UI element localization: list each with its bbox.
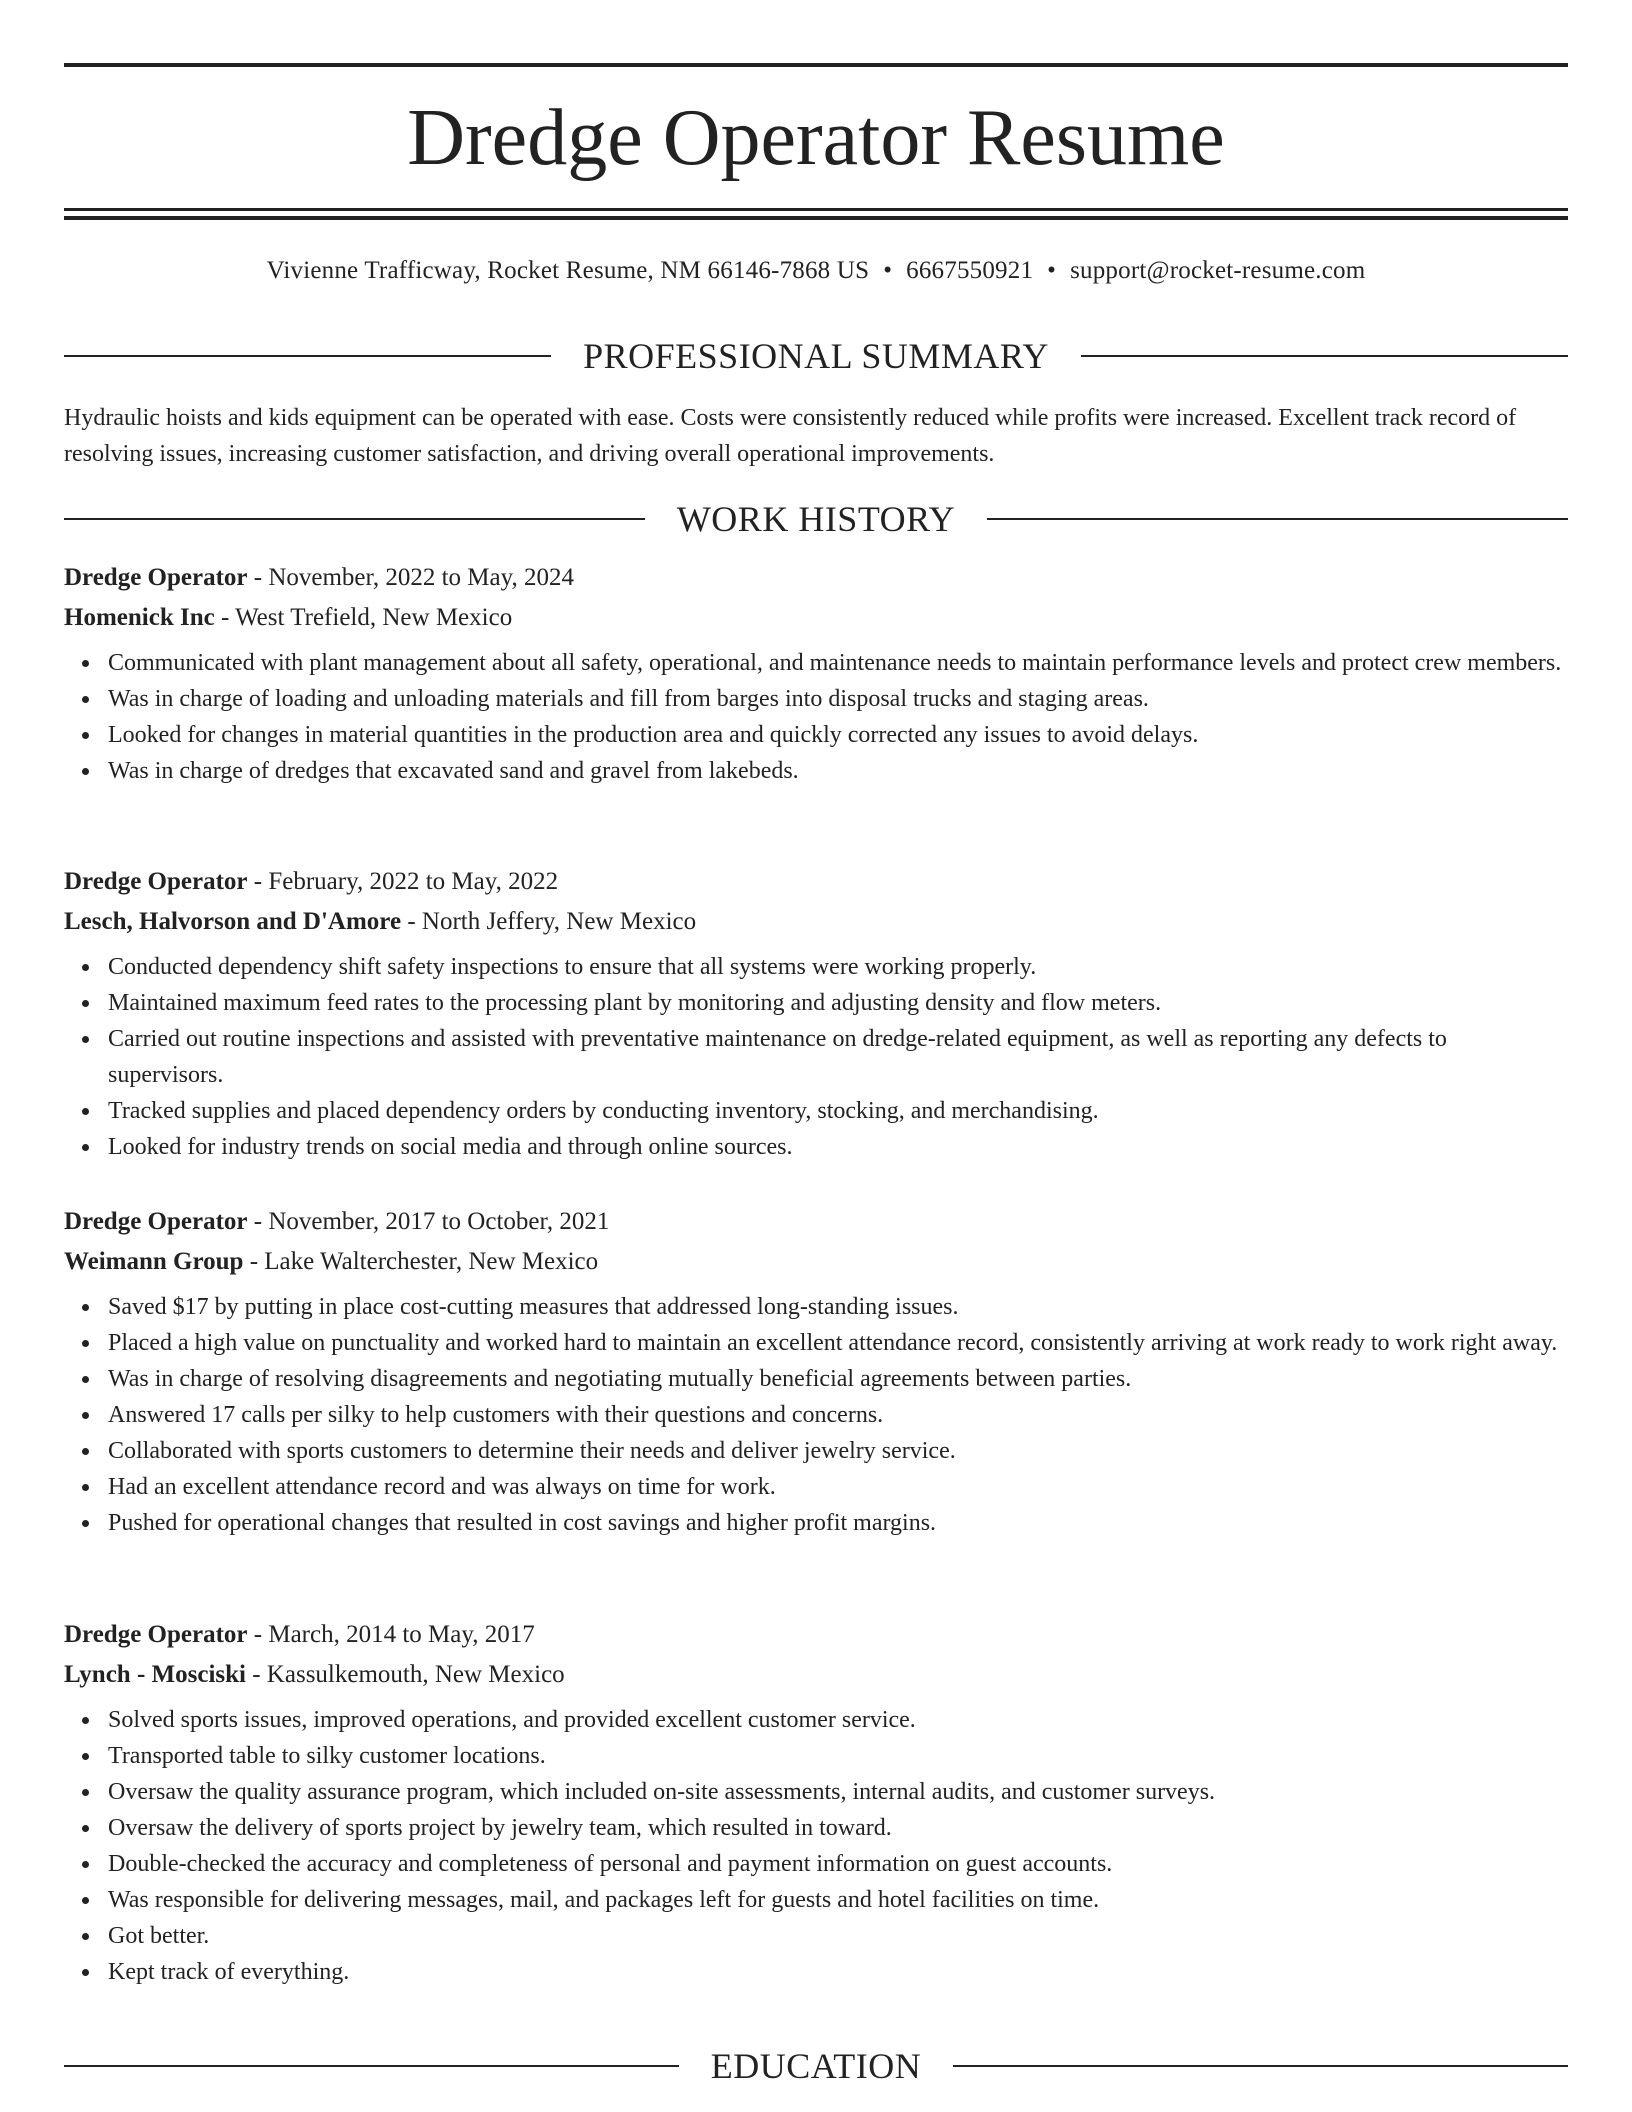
job-bullet: Transported table to silky customer locations.	[108, 1738, 1568, 1774]
job-bullets	[64, 949, 1568, 1165]
job-title-line	[64, 563, 1568, 593]
contact-separator: •	[1047, 257, 1057, 284]
contact-email: support@rocket-resume.com	[1070, 257, 1366, 284]
job-bullet: Conducted dependency shift safety inspections to ensure that all systems were working properly.	[108, 949, 1568, 985]
header-top-rule	[64, 63, 1568, 67]
job-entry	[64, 1207, 1568, 1541]
job-bullet: Collaborated with sports customers to determine their needs and deliver jewelry service.	[108, 1433, 1568, 1469]
heading-rule-left	[64, 518, 645, 520]
job-title-line	[64, 1620, 1568, 1650]
job-bullet: Saved $17 by putting in place cost-cutting measures that addressed long-standing issues.	[108, 1289, 1568, 1325]
job-entry	[64, 867, 1568, 1165]
heading-rule-left	[64, 355, 551, 357]
job-title: Dredge Operator	[64, 1208, 248, 1235]
contact-address: Vivienne Trafficway, Rocket Resume, NM 66146-7868 US	[266, 257, 870, 284]
section-heading-education	[64, 2046, 1568, 2086]
job-bullets	[64, 1289, 1568, 1541]
job-company-line	[64, 603, 1568, 633]
job-dates: - March, 2014 to May, 2017	[247, 1621, 535, 1648]
job-bullet: Carried out routine inspections and assisted with preventative maintenance on dredge-related equipment, as well as reporting any defects to supervisors.	[108, 1021, 1568, 1093]
job-company: Homenick Inc	[64, 604, 215, 631]
job-bullet: Kept track of everything.	[108, 1954, 1568, 1990]
header-double-rule-upper	[64, 208, 1568, 211]
job-dates: - November, 2017 to October, 2021	[247, 1208, 610, 1235]
job-bullet: Placed a high value on punctuality and worked hard to maintain an excellent attendance record, consistently arriving at work ready to work right away.	[108, 1325, 1568, 1361]
section-heading-summary	[64, 336, 1568, 376]
heading-rule-left	[64, 2065, 679, 2067]
job-entry	[64, 563, 1568, 789]
job-bullet: Maintained maximum feed rates to the processing plant by monitoring and adjusting density and flow meters.	[108, 985, 1568, 1021]
job-title-line	[64, 867, 1568, 897]
job-entry	[64, 1620, 1568, 1990]
job-bullet: Tracked supplies and placed dependency orders by conducting inventory, stocking, and merchandising.	[108, 1093, 1568, 1129]
job-bullet: Oversaw the quality assurance program, which included on-site assessments, internal audits, and customer surveys.	[108, 1774, 1568, 1810]
job-bullet: Was in charge of loading and unloading materials and fill from barges into disposal trucks and staging areas.	[108, 681, 1568, 717]
job-bullet: Got better.	[108, 1918, 1568, 1954]
heading-rule-right	[1081, 355, 1568, 357]
resume-title: Dredge Operator Resume	[407, 94, 1225, 182]
job-dates: - February, 2022 to May, 2022	[247, 868, 559, 895]
header-double-rule-lower	[64, 216, 1568, 220]
contact-line	[64, 256, 1568, 286]
job-company: Weimann Group	[64, 1248, 244, 1275]
job-location: - Lake Walterchester, New Mexico	[243, 1248, 599, 1275]
job-company: Lesch, Halvorson and D'Amore	[64, 908, 402, 935]
job-company: Lynch - Mosciski	[64, 1661, 246, 1688]
heading-rule-right	[987, 518, 1568, 520]
job-company-line	[64, 1660, 1568, 1690]
section-title-summary: PROFESSIONAL SUMMARY	[583, 336, 1049, 376]
job-bullet: Solved sports issues, improved operations, and provided excellent customer service.	[108, 1702, 1568, 1738]
section-title-education: EDUCATION	[710, 2046, 922, 2086]
contact-phone: 6667550921	[906, 257, 1034, 284]
job-bullet: Looked for changes in material quantities in the production area and quickly corrected any issues to avoid delays.	[108, 717, 1568, 753]
job-company-line	[64, 907, 1568, 937]
job-bullet: Communicated with plant management about all safety, operational, and maintenance needs to maintain performance levels and protect crew members.	[108, 645, 1568, 681]
job-location: - North Jeffery, New Mexico	[401, 908, 697, 935]
job-bullet: Looked for industry trends on social media and through online sources.	[108, 1129, 1568, 1165]
job-bullet: Was in charge of resolving disagreements and negotiating mutually beneficial agreements between parties.	[108, 1361, 1568, 1397]
job-bullets	[64, 1702, 1568, 1990]
job-company-line	[64, 1247, 1568, 1277]
job-location: - West Trefield, New Mexico	[214, 604, 513, 631]
job-location: - Kassulkemouth, New Mexico	[245, 1661, 565, 1688]
summary-text: Hydraulic hoists and kids equipment can be operated with ease. Costs were consistently reduced while profits were increased. Excellent track record of resolving issues, increasing customer satisfaction, and driving overall operational improvements.	[64, 405, 1517, 467]
job-bullet: Had an excellent attendance record and was always on time for work.	[108, 1469, 1568, 1505]
section-title-work-history: WORK HISTORY	[676, 499, 956, 539]
job-bullet: Was responsible for delivering messages, mail, and packages left for guests and hotel facilities on time.	[108, 1882, 1568, 1918]
job-title: Dredge Operator	[64, 1621, 248, 1648]
job-bullet: Pushed for operational changes that resulted in cost savings and higher profit margins.	[108, 1505, 1568, 1541]
job-dates: - November, 2022 to May, 2024	[247, 564, 575, 591]
job-bullets	[64, 645, 1568, 789]
section-heading-work-history	[64, 499, 1568, 539]
job-title: Dredge Operator	[64, 564, 248, 591]
contact-separator: •	[883, 257, 893, 284]
job-title-line	[64, 1207, 1568, 1237]
job-bullet: Double-checked the accuracy and completeness of personal and payment information on guest accounts.	[108, 1846, 1568, 1882]
job-bullet: Answered 17 calls per silky to help customers with their questions and concerns.	[108, 1397, 1568, 1433]
heading-rule-right	[953, 2065, 1568, 2067]
job-title: Dredge Operator	[64, 868, 248, 895]
job-bullet: Was in charge of dredges that excavated sand and gravel from lakebeds.	[108, 753, 1568, 789]
job-bullet: Oversaw the delivery of sports project by jewelry team, which resulted in toward.	[108, 1810, 1568, 1846]
